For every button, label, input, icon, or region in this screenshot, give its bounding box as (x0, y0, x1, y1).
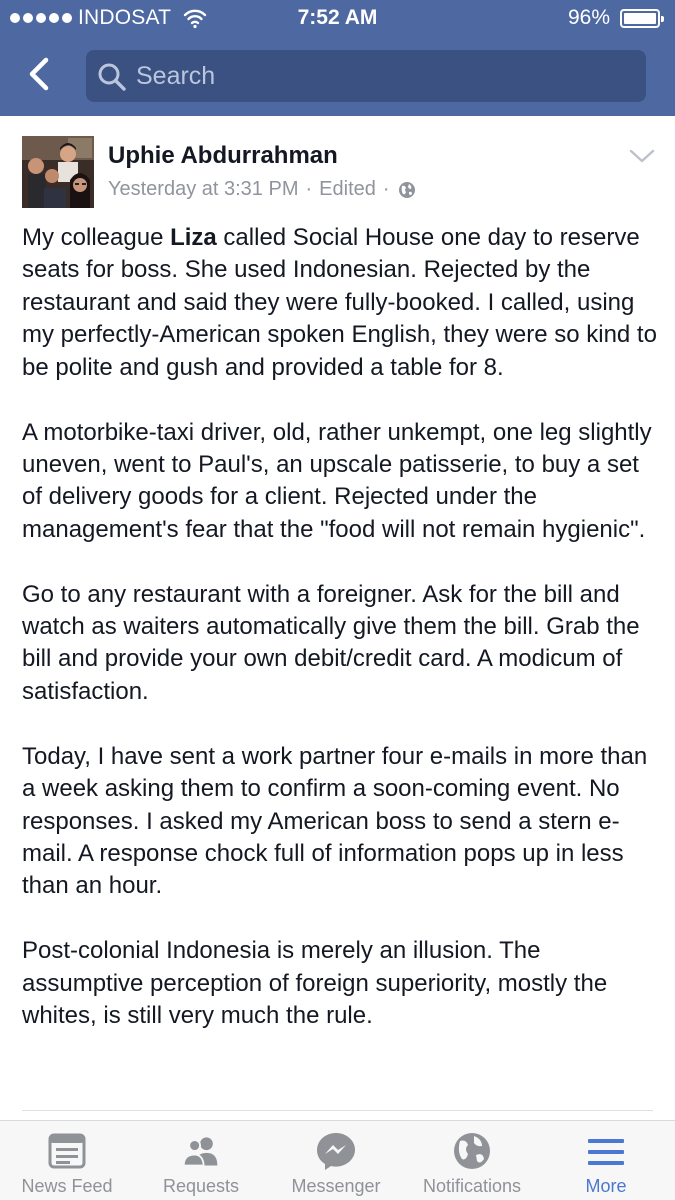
battery-icon (620, 9, 660, 28)
globe-notifications-icon (452, 1131, 492, 1171)
friend-requests-icon (181, 1131, 221, 1171)
tab-notifications[interactable] (410, 1121, 534, 1200)
post-paragraph: Post-colonial Indonesia is merely an illusion. The assumptive perception of foreign superiority, mostly the whites, is still very much the rule. (22, 937, 608, 1030)
tab-label: More (585, 1176, 627, 1196)
bottom-tab-bar (0, 1120, 675, 1200)
tab-label: Requests (162, 1176, 240, 1196)
public-globe-icon (398, 181, 416, 199)
meta-separator: · (305, 178, 313, 200)
hamburger-menu-icon (586, 1131, 626, 1171)
post-timestamp[interactable]: Yesterday at 3:31 PM (108, 178, 299, 200)
messenger-icon (316, 1131, 356, 1171)
post-paragraph: A motorbike-taxi driver, old, rather unkempt, one leg slightly uneven, went to Paul's, an upscale patisserie, to buy a set of delivery goods for a client. Rejected under the management's fear that the "food will not remain hygienic". (22, 418, 652, 543)
tab-news-feed[interactable] (8, 1121, 126, 1200)
post-paragraph (22, 222, 658, 384)
battery-percentage: 96% (568, 6, 611, 29)
avatar[interactable] (22, 136, 94, 208)
tab-label: Messenger (291, 1176, 381, 1196)
post-author-name[interactable]: Uphie Abdurrahman (108, 142, 338, 169)
meta-separator: · (382, 178, 390, 200)
top-navigation-bar (0, 0, 675, 116)
chevron-down-icon[interactable] (628, 146, 656, 166)
tab-more[interactable] (560, 1121, 652, 1200)
search-icon (96, 61, 128, 93)
post-divider (22, 1110, 653, 1111)
edited-label[interactable]: Edited (319, 178, 376, 200)
post-header (0, 116, 675, 216)
search-bar[interactable] (86, 50, 646, 102)
tab-messenger[interactable] (278, 1121, 394, 1200)
tab-label: Notifications (422, 1176, 522, 1196)
news-feed-icon (47, 1131, 87, 1171)
paragraph-text: called Social House one day to reserve seats for boss. She used Indonesian. Rejected by the restaurant and said they were fully-booked. I called, using my perfectly-American spoken English, they were so kind to be polite and gush and provided a table for 8. (22, 224, 657, 381)
status-bar (0, 0, 675, 38)
profile-photo (22, 136, 94, 208)
clock-time: 7:52 AM (297, 6, 378, 29)
post-paragraph: Go to any restaurant with a foreigner. Ask for the bill and watch as waiters automatically give them the bill. Grab the bill and provide your own debit/credit card. A modicum of satisfaction. (22, 580, 640, 705)
carrier-name: INDOSAT (78, 6, 172, 29)
search-input[interactable] (136, 50, 626, 102)
post-meta (108, 178, 416, 201)
back-arrow-icon[interactable] (22, 52, 56, 96)
tab-label: News Feed (21, 1176, 113, 1196)
post-paragraph: Today, I have sent a work partner four e-mails in more than a week asking them to confirm a soon-coming event. No responses. I asked my American boss to send a stern e-mail. A response chock full of information pops up in less than an hour. (22, 742, 648, 900)
paragraph-text: My colleague (22, 224, 171, 251)
post-text (22, 222, 658, 1065)
tagged-name: Liza (170, 224, 217, 251)
tab-requests[interactable] (145, 1121, 257, 1200)
